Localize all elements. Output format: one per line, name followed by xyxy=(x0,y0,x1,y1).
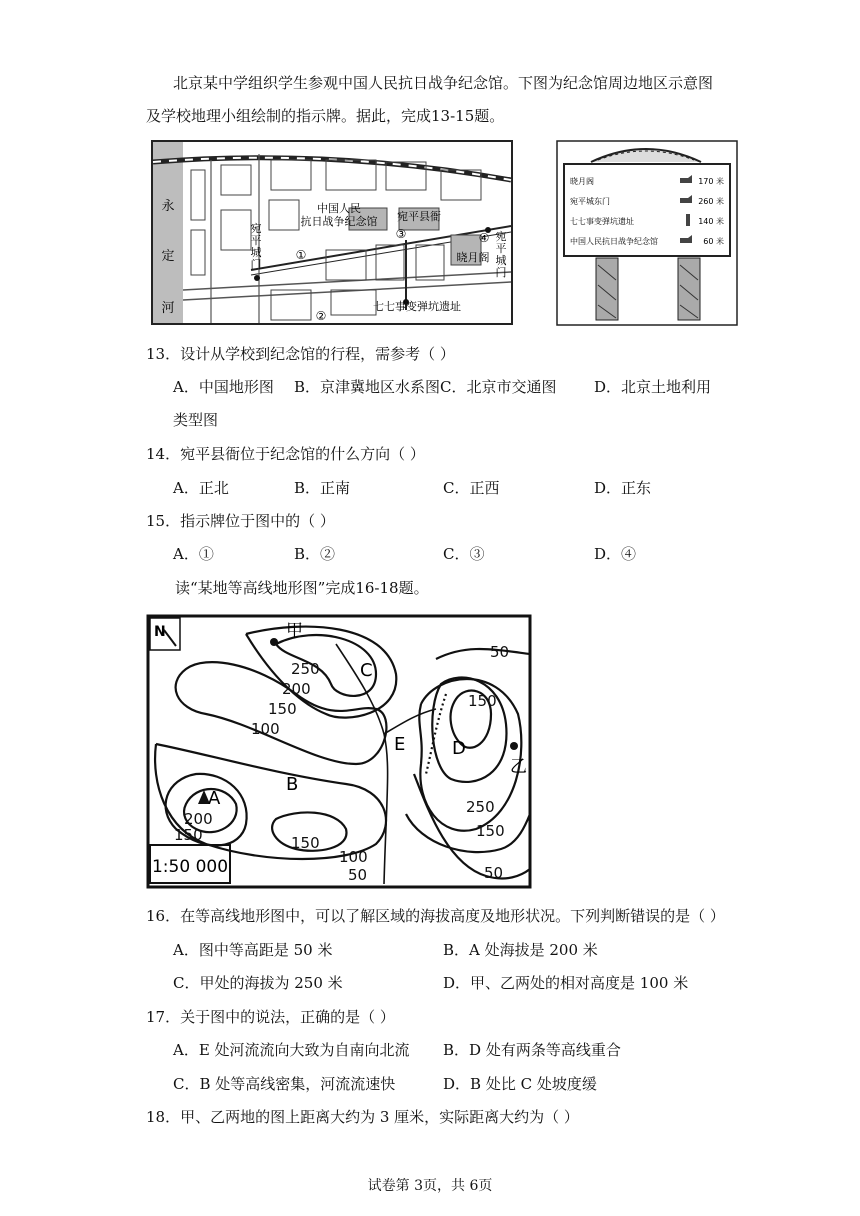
q14-option-c: C．正西 xyxy=(443,479,500,497)
sign-row-4-name: 中国人民抗日战争纪念馆 xyxy=(570,237,658,246)
q16-option-a: A．图中等高距是 50 米 xyxy=(173,941,333,959)
memorial-area-map xyxy=(151,140,513,325)
contour-label-7: 250 xyxy=(466,798,495,816)
sign-row-3-name: 七七事变弹坑遗址 xyxy=(570,217,634,226)
q18-stem: 18．甲、乙两地的图上距离大约为 3 厘米，实际距离大约为（ ） xyxy=(146,1108,579,1126)
marker-2: ② xyxy=(315,309,327,323)
memorial-label-2: 抗日战争纪念馆 xyxy=(300,215,378,228)
q17-option-c: C．B 处等高线密集，河流流速快 xyxy=(173,1075,396,1093)
river-char-3: 河 xyxy=(161,301,175,316)
river-char-1: 永 xyxy=(161,199,175,214)
q17-option-a: A．E 处河流流向大致为自南向北流 xyxy=(173,1041,410,1059)
yi-label: 乙 xyxy=(510,757,527,777)
q13-option-a: A．中国地形图 xyxy=(173,378,274,396)
sign-row-1-name: 晓月阁 xyxy=(570,177,594,186)
q16-option-c: C．甲处的海拔为 250 米 xyxy=(173,974,343,992)
point-A-label: A xyxy=(208,788,221,809)
q15-stem: 15．指示牌位于图中的（ ） xyxy=(146,512,335,530)
contour-label-14: 150 xyxy=(476,822,505,840)
q16-stem: 16．在等高线地形图中，可以了解区域的海拔高度及地形状况。下列判断错误的是（ ） xyxy=(146,907,725,925)
east-gate-char-4: 门 xyxy=(495,266,507,279)
point-C-label: C xyxy=(360,660,373,681)
contour-label-4: 100 xyxy=(251,720,280,738)
xiaoyue-label: 晓月阁 xyxy=(456,251,490,264)
west-gate-char-3: 城 xyxy=(250,246,262,259)
jia-label: 甲 xyxy=(286,621,303,641)
q17-option-b: B．D 处有两条等高线重合 xyxy=(443,1041,621,1059)
east-gate-char-3: 城 xyxy=(495,254,507,267)
page-footer: 试卷第 3页，共 6页 xyxy=(367,1178,493,1194)
contour-label-9: 150 xyxy=(174,826,203,844)
q15-option-a: A．① xyxy=(173,545,214,563)
q13-option-c: C．北京市交通图 xyxy=(440,378,557,396)
east-gate-char-2: 平 xyxy=(495,242,507,255)
q14-option-d: D．正东 xyxy=(594,479,652,497)
contour-label-3: 150 xyxy=(268,700,297,718)
signboard-illustration xyxy=(556,140,738,326)
scale-label: 1:50 000 xyxy=(151,857,229,877)
sign-row-3-dist: 140 米 xyxy=(698,217,724,226)
sign-row-2-name: 宛平城东门 xyxy=(570,197,610,206)
contour-label-6: 150 xyxy=(468,692,497,710)
q17-option-d: D．B 处比 C 处坡度缓 xyxy=(443,1075,597,1093)
q14-stem: 14．宛平县衙位于纪念馆的什么方向（ ） xyxy=(146,445,425,463)
contour-label-1: 250 xyxy=(291,660,320,678)
sign-row-2-dist: 260 米 xyxy=(698,197,724,206)
point-E-label: E xyxy=(394,734,406,755)
site77-label: 七七事变弹坑遗址 xyxy=(373,300,461,313)
intro-2: 读“某地等高线地形图”完成16-18题。 xyxy=(175,579,429,597)
west-gate-char-1: 宛 xyxy=(250,222,262,235)
contour-label-13: 50 xyxy=(484,864,504,882)
contour-label-5: 50 xyxy=(490,643,510,661)
q13-option-d-cont: 类型图 xyxy=(173,411,219,429)
marker-3: ③ xyxy=(395,227,407,241)
sign-row-1-dist: 170 米 xyxy=(698,177,724,186)
contour-map xyxy=(146,614,532,889)
contour-label-2: 200 xyxy=(282,680,311,698)
contour-label-8: 200 xyxy=(184,810,213,828)
west-gate-char-2: 平 xyxy=(250,234,262,247)
intro-line-1: 北京某中学组织学生参观中国人民抗日战争纪念馆。下图为纪念馆周边地区示意图 xyxy=(173,74,714,92)
point-D-label: D xyxy=(452,738,466,759)
q15-option-b: B．② xyxy=(294,545,336,563)
marker-1: ① xyxy=(295,248,307,262)
river-char-2: 定 xyxy=(161,249,175,264)
wanping-county-label: 宛平县衙 xyxy=(397,210,441,223)
memorial-label-1: 中国人民 xyxy=(317,202,361,215)
q13-option-d: D．北京土地利用 xyxy=(594,378,712,396)
intro-line-2: 及学校地理小组绘制的指示牌。据此，完成13-15题。 xyxy=(146,107,505,125)
west-gate-char-4: 门 xyxy=(250,258,262,271)
q15-option-c: C．③ xyxy=(443,545,485,563)
q16-option-d: D．甲、乙两处的相对高度是 100 米 xyxy=(443,974,689,992)
sign-row-4-dist: 60 米 xyxy=(703,237,724,246)
q17-stem: 17．关于图中的说法，正确的是（ ） xyxy=(146,1008,395,1026)
contour-label-11: 100 xyxy=(339,848,368,866)
contour-label-12: 50 xyxy=(348,866,368,884)
marker-4: ④ xyxy=(478,231,490,245)
q16-option-b: B．A 处海拔是 200 米 xyxy=(443,941,598,959)
east-gate-char-1: 宛 xyxy=(495,230,507,243)
contour-label-10: 150 xyxy=(291,834,320,852)
q14-option-b: B．正南 xyxy=(294,479,351,497)
q13-stem: 13．设计从学校到纪念馆的行程，需参考（ ） xyxy=(146,345,455,363)
point-B-label: B xyxy=(286,774,299,795)
q14-option-a: A．正北 xyxy=(173,479,229,497)
q15-option-d: D．④ xyxy=(594,545,637,563)
q13-option-b: B．京津冀地区水系图 xyxy=(294,378,441,396)
north-label: N xyxy=(154,624,166,640)
